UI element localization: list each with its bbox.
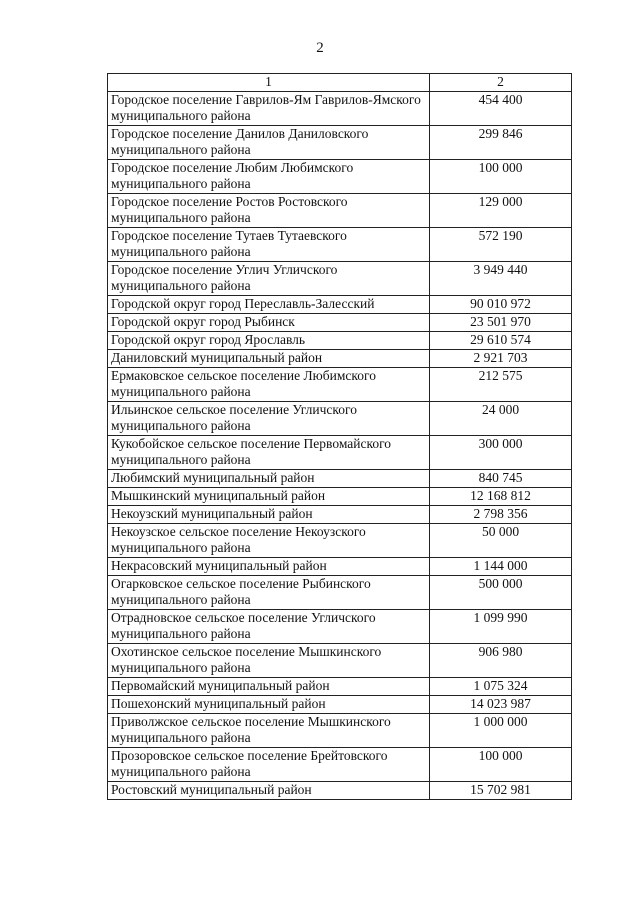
amount-value: 23 501 970 — [430, 314, 572, 332]
table-header-row — [108, 74, 572, 92]
table-row — [108, 228, 572, 262]
recipient-name: Городское поселение Любим Любимского муниципального района — [108, 160, 430, 194]
amount-value: 454 400 — [430, 92, 572, 126]
recipient-name: Городское поселение Углич Угличского муниципального района — [108, 262, 430, 296]
table-row — [108, 314, 572, 332]
table-row — [108, 470, 572, 488]
recipient-name: Огарковское сельское поселение Рыбинского муниципального района — [108, 576, 430, 610]
recipient-name: Первомайский муниципальный район — [108, 678, 430, 696]
recipient-name: Ростовский муниципальный район — [108, 782, 430, 800]
table-row — [108, 436, 572, 470]
table-row — [108, 782, 572, 800]
amount-value: 15 702 981 — [430, 782, 572, 800]
amount-value: 300 000 — [430, 436, 572, 470]
recipient-name: Городское поселение Данилов Даниловского муниципального района — [108, 126, 430, 160]
table-row — [108, 296, 572, 314]
recipient-name: Городское поселение Ростов Ростовского муниципального района — [108, 194, 430, 228]
amount-value: 1 099 990 — [430, 610, 572, 644]
amount-value: 212 575 — [430, 368, 572, 402]
recipient-name: Городской округ город Переславль-Залесский — [108, 296, 430, 314]
recipient-name: Городское поселение Тутаев Тутаевского муниципального района — [108, 228, 430, 262]
amount-value: 100 000 — [430, 748, 572, 782]
amount-value: 29 610 574 — [430, 332, 572, 350]
amount-value: 12 168 812 — [430, 488, 572, 506]
recipient-name: Прозоровское сельское поселение Брейтовского муниципального района — [108, 748, 430, 782]
recipient-name: Охотинское сельское поселение Мышкинского муниципального района — [108, 644, 430, 678]
table-row — [108, 350, 572, 368]
amount-value: 14 023 987 — [430, 696, 572, 714]
amount-value: 840 745 — [430, 470, 572, 488]
table-row — [108, 488, 572, 506]
table-row — [108, 610, 572, 644]
amount-value: 90 010 972 — [430, 296, 572, 314]
amount-value: 50 000 — [430, 524, 572, 558]
amount-value: 1 000 000 — [430, 714, 572, 748]
recipient-name: Городской округ город Ярославль — [108, 332, 430, 350]
table-row — [108, 194, 572, 228]
recipient-name: Некоузское сельское поселение Некоузского муниципального района — [108, 524, 430, 558]
table-row — [108, 126, 572, 160]
table-row — [108, 748, 572, 782]
amount-value: 2 798 356 — [430, 506, 572, 524]
table-row — [108, 402, 572, 436]
allocation-table — [107, 73, 572, 800]
table-row — [108, 644, 572, 678]
recipient-name: Мышкинский муниципальный район — [108, 488, 430, 506]
table-row — [108, 558, 572, 576]
amount-value: 3 949 440 — [430, 262, 572, 296]
column-header-2: 2 — [430, 74, 572, 92]
amount-value: 906 980 — [430, 644, 572, 678]
table-row — [108, 696, 572, 714]
table-row — [108, 714, 572, 748]
amount-value: 129 000 — [430, 194, 572, 228]
amount-value: 24 000 — [430, 402, 572, 436]
amount-value: 100 000 — [430, 160, 572, 194]
table-row — [108, 262, 572, 296]
recipient-name: Ермаковское сельское поселение Любимского муниципального района — [108, 368, 430, 402]
amount-value: 1 144 000 — [430, 558, 572, 576]
table-body — [108, 92, 572, 800]
recipient-name: Кукобойское сельское поселение Первомайского муниципального района — [108, 436, 430, 470]
table-row — [108, 160, 572, 194]
table-row — [108, 368, 572, 402]
table-row — [108, 506, 572, 524]
amount-value: 2 921 703 — [430, 350, 572, 368]
amount-value: 500 000 — [430, 576, 572, 610]
recipient-name: Городской округ город Рыбинск — [108, 314, 430, 332]
table-row — [108, 576, 572, 610]
recipient-name: Ильинское сельское поселение Угличского муниципального района — [108, 402, 430, 436]
recipient-name: Некрасовский муниципальный район — [108, 558, 430, 576]
recipient-name: Пошехонский муниципальный район — [108, 696, 430, 714]
amount-value: 1 075 324 — [430, 678, 572, 696]
page-number: 2 — [316, 40, 324, 56]
recipient-name: Городское поселение Гаврилов-Ям Гаврилов-Ямского муниципального района — [108, 92, 430, 126]
table-row — [108, 92, 572, 126]
recipient-name: Некоузский муниципальный район — [108, 506, 430, 524]
recipient-name: Любимский муниципальный район — [108, 470, 430, 488]
amount-value: 299 846 — [430, 126, 572, 160]
table-row — [108, 524, 572, 558]
recipient-name: Приволжское сельское поселение Мышкинского муниципального района — [108, 714, 430, 748]
table-row — [108, 678, 572, 696]
recipient-name: Даниловский муниципальный район — [108, 350, 430, 368]
recipient-name: Отрадновское сельское поселение Угличского муниципального района — [108, 610, 430, 644]
column-header-1: 1 — [108, 74, 430, 92]
amount-value: 572 190 — [430, 228, 572, 262]
table-row — [108, 332, 572, 350]
